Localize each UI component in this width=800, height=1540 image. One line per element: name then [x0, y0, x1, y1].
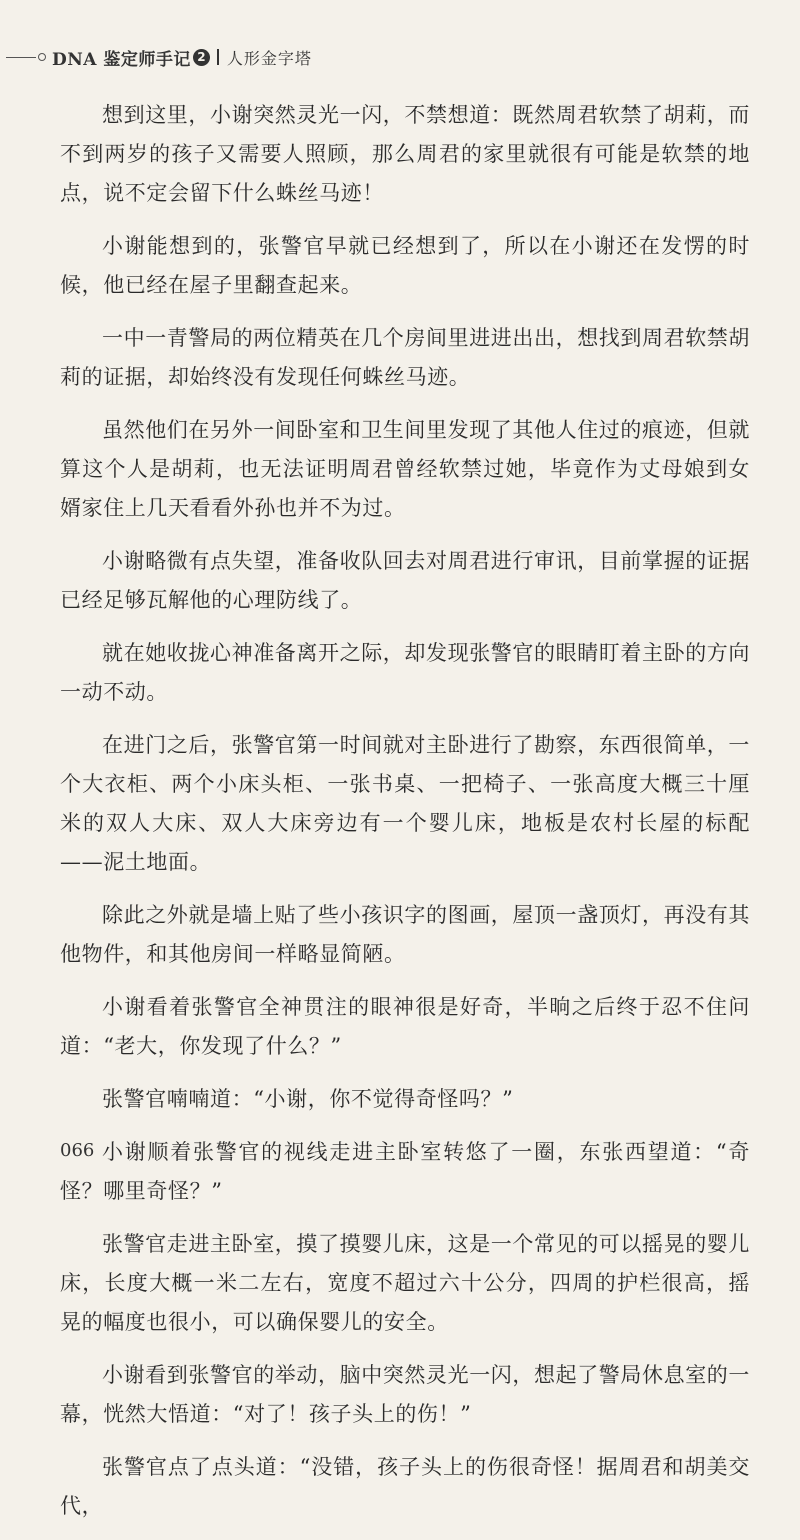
running-head-circle-icon [38, 53, 46, 61]
paragraph: 小谢顺着张警官的视线走进主卧室转悠了一圈，东张西望道：“奇怪？哪里奇怪？” [60, 1140, 750, 1203]
paragraph: 除此之外就是墙上贴了些小孩识字的图画，屋顶一盏顶灯，再没有其他物件，和其他房间一样略显简陋。 [60, 903, 750, 966]
paragraph: 小谢能想到的，张警官早就已经想到了，所以在小谢还在发愣的时候，他已经在屋子里翻查起来。 [60, 234, 750, 297]
volume-number-badge: 2 [193, 49, 210, 66]
paragraph: 小谢看到张警官的举动，脑中突然灵光一闪，想起了警局休息室的一幕，恍然大悟道：“对了！孩子头上的伤！” [60, 1363, 750, 1426]
paragraph: 小谢看着张警官全神贯注的眼神很是好奇，半晌之后终于忍不住问道：“老大，你发现了什么？” [60, 995, 750, 1058]
paragraph: 张警官点了点头道：“没错，孩子头上的伤很奇怪！据周君和胡美交代， [60, 1455, 750, 1518]
paragraph: 在进门之后，张警官第一时间就对主卧进行了勘察，东西很简单，一个大衣柜、两个小床头柜、一张书桌、一把椅子、一张高度大概三十厘米的双人大床、双人大床旁边有一个婴儿床，地板是农村长屋的标配——泥土地面。 [60, 733, 750, 874]
paragraph: 想到这里，小谢突然灵光一闪，不禁想道：既然周君软禁了胡莉，而不到两岁的孩子又需要人照顾，那么周君的家里就很有可能是软禁的地点，说不定会留下什么蛛丝马迹！ [60, 103, 750, 205]
running-head [0, 42, 312, 72]
page-number: 066 [60, 1140, 95, 1161]
series-title: DNA 鉴定师手记 [52, 49, 191, 70]
body-text [60, 96, 750, 1540]
running-head-separator [217, 49, 219, 65]
running-head-rule [6, 57, 36, 58]
paragraph: 张警官喃喃道：“小谢，你不觉得奇怪吗？” [102, 1087, 514, 1111]
paragraph: 一中一青警局的两位精英在几个房间里进进出出，想找到周君软禁胡莉的证据，却始终没有发现任何蛛丝马迹。 [60, 326, 750, 389]
paragraph: 张警官走进主卧室，摸了摸婴儿床，这是一个常见的可以摇晃的婴儿床，长度大概一米二左右，宽度不超过六十公分，四周的护栏很高，摇晃的幅度也很小，可以确保婴儿的安全。 [60, 1232, 750, 1334]
paragraph: 小谢略微有点失望，准备收队回去对周君进行审讯，目前掌握的证据已经足够瓦解他的心理防线了。 [60, 549, 750, 612]
paragraph: 就在她收拢心神准备离开之际，却发现张警官的眼睛盯着主卧的方向一动不动。 [60, 641, 750, 704]
book-subtitle: 人形金字塔 [226, 48, 312, 68]
paragraph: 虽然他们在另外一间卧室和卫生间里发现了其他人住过的痕迹，但就算这个人是胡莉，也无法证明周君曾经软禁过她，毕竟作为丈母娘到女婿家住上几天看看外孙也并不为过。 [60, 418, 750, 520]
